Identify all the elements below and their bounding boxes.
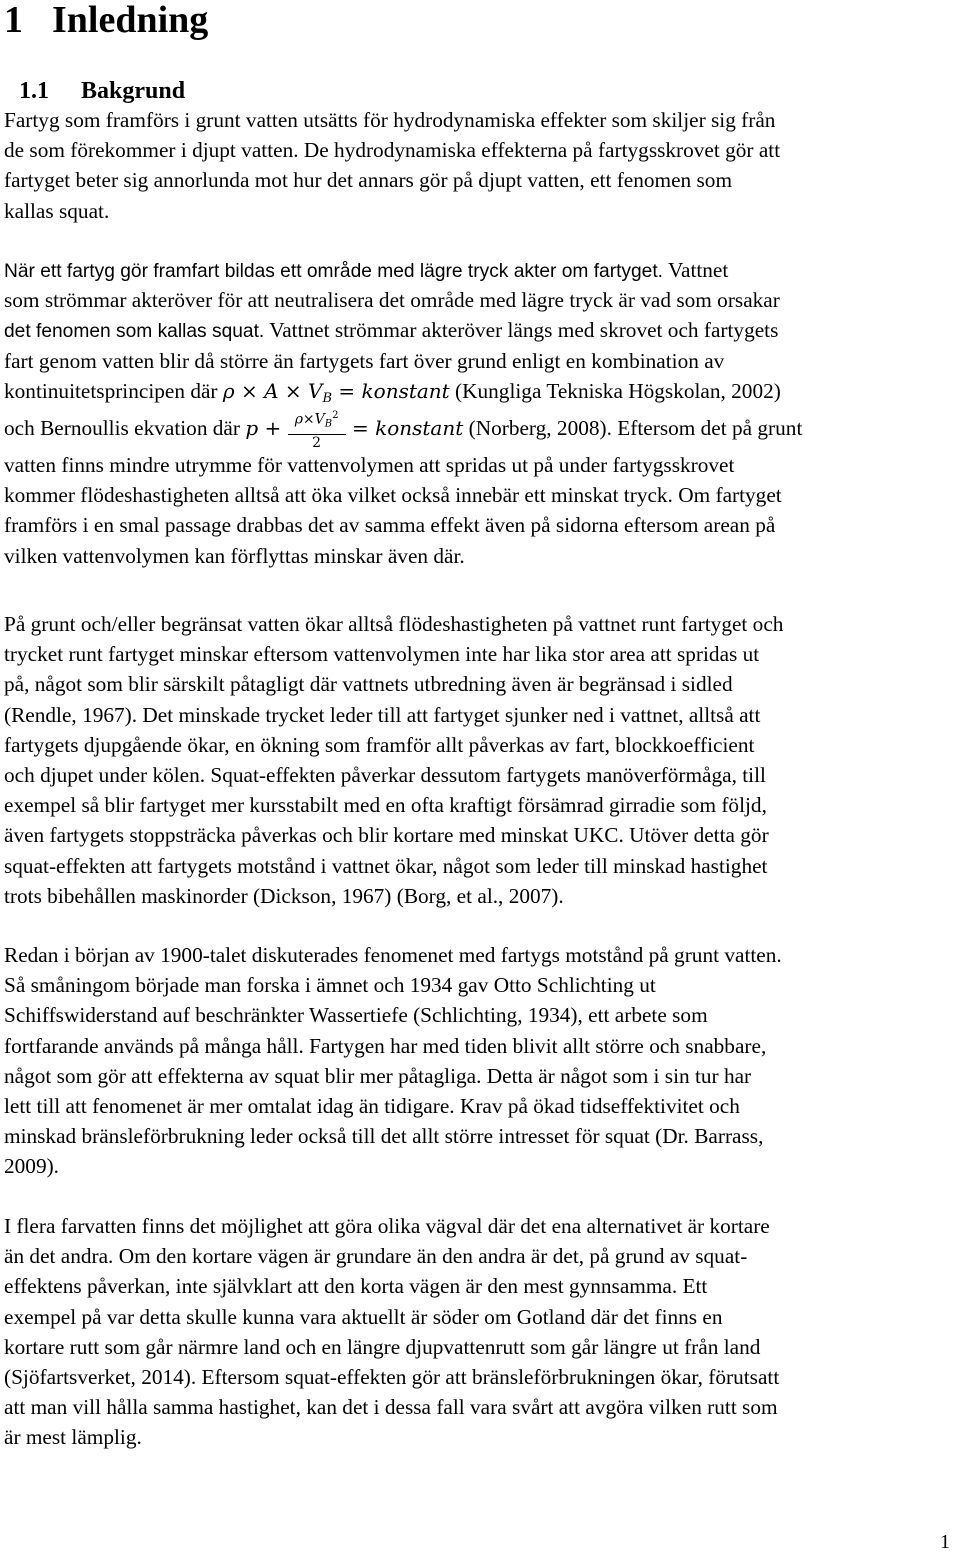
paragraph-line: och djupet under kölen. Squat-effekten påverkar dessutom fartygets manöverförmåga, till: [4, 762, 766, 787]
paragraph-line: trycket runt fartyget minskar eftersom vattenvolymen inte har lika stor area att spridas ut: [4, 642, 760, 667]
equals-operator: =: [345, 415, 376, 440]
times-operator: ×: [278, 378, 309, 403]
paragraph-line: Så småningom började man forska i ämnet och 1934 gav Otto Schlichting ut: [4, 973, 656, 998]
paragraph-line: (Sjöfartsverket, 2014). Eftersom squat-effekten gör att bränsleförbrukningen ökar, förutsatt: [4, 1364, 780, 1389]
paragraph-line: vatten finns mindre utrymme för vattenvolymen att spridas ut på under fartygsskrovet: [4, 452, 735, 477]
page-number: 1: [940, 1531, 950, 1553]
continuity-equation: [222, 378, 450, 406]
paragraph-line: effektens påverkan, inte självklart att den korta vägen är den mest gynnsamma. Ett: [4, 1274, 708, 1299]
paragraph-line: [4, 376, 956, 406]
paragraph-line: (Rendle, 1967). Det minskade trycket leder till att fartyget sjunker ned i vattnet, alltså att: [4, 702, 761, 727]
paragraph-line: Schiffswiderstand auf beschränkter Wassertiefe (Schlichting, 1934), ett arbete som: [4, 1003, 708, 1028]
paragraph-line: Redan i början av 1900-talet diskuterades fenomenet med fartygs motstånd på grunt vatten.: [4, 943, 782, 967]
plus-operator: +: [258, 415, 288, 440]
paragraph-line: fart genom vatten blir då större än fartygets fart över grund enligt en kombination av: [4, 348, 725, 373]
constant-word: konstant: [375, 415, 464, 440]
serif-text: och Bernoullis ekvation där: [4, 415, 246, 440]
paragraph-5: [4, 1211, 956, 1453]
paragraph-line: kommer flödeshastigheten alltså att öka vilket också innebär ett minskat tryck. Om fartyget: [4, 483, 782, 508]
rho-symbol: ρ: [222, 378, 235, 403]
paragraph-line: fortfarande används på många håll. Fartygen har med tiden blivit allt större och snabbare,: [4, 1033, 767, 1058]
paragraph-line: även fartygets stoppsträcka påverkas och blir kortare med minskat UKC. Utöver detta gör: [4, 823, 769, 848]
times-operator: ×: [234, 378, 265, 403]
paragraph-2: [4, 255, 956, 571]
area-symbol: A: [264, 378, 279, 403]
serif-text: (Norberg, 2008). Eftersom det på grunt: [463, 415, 803, 440]
paragraph-line: att man vill hålla samma hastighet, kan det i dessa fall vara svårt att avgöra vilken rutt som: [4, 1395, 778, 1420]
chapter-title: Inledning: [52, 0, 209, 41]
section-number: 1.1: [19, 78, 49, 104]
serif-text: (Kungliga Tekniska Högskolan, 2002): [449, 378, 781, 403]
serif-text: Vattnet strömmar akteröver längs med skrovet och fartygets: [264, 318, 779, 343]
paragraph-line: Fartyg som framförs i grunt vatten utsätts för hydrodynamiska effekter som skiljer sig från: [4, 108, 776, 132]
paragraph-line: kallas squat.: [4, 198, 110, 223]
paragraph-line: framförs i en smal passage drabbas det av samma effekt även på sidorna eftersom arean på: [4, 513, 776, 538]
paragraph-line: squat-effekten att fartygets motstånd i vattnet ökar, något som leder till minskad hastighet: [4, 853, 768, 878]
paragraph-line: än det andra. Om den kortare vägen är grundare än den andra är det, på grund av squat-: [4, 1244, 748, 1269]
equals-operator: =: [332, 378, 362, 403]
numerator-exponent: 2: [332, 410, 339, 422]
paragraph-line: som strömmar akteröver för att neutralisera det område med lägre tryck är vad som orsakar: [4, 288, 780, 313]
paragraph-line: något som gör att effekterna av squat blir mer påtagliga. Detta är något som i sin tur har: [4, 1063, 752, 1088]
paragraph-line: 2009).: [4, 1154, 60, 1179]
fraction-numerator: [288, 408, 346, 435]
sans-text: det fenomen som kallas squat.: [4, 321, 265, 343]
fraction-denominator: 2: [312, 434, 322, 451]
paragraph-line: fartygets djupgående ökar, en ökning som framför allt påverkas av fart, blockkoefficient: [4, 732, 755, 757]
bernoulli-equation: [245, 410, 464, 451]
paragraph-line: [4, 406, 956, 450]
fraction: [288, 408, 346, 451]
paragraph-line: de som förekommer i djupt vatten. De hydrodynamiska effekterna på fartygsskrovet gör att: [4, 138, 781, 163]
chapter-heading: [4, 0, 208, 40]
pressure-symbol: p: [245, 415, 259, 440]
paragraph-line: lett till att fenomenet är mer omtalat idag än tidigare. Krav på ökad tidseffektivitet och: [4, 1093, 740, 1118]
section-heading: [19, 76, 185, 106]
velocity-subscript: B: [322, 390, 333, 406]
paragraph-3: [4, 609, 956, 911]
sans-text: När ett fartyg gör framfart bildas ett område med lägre tryck akter om fartyget.: [4, 261, 664, 282]
serif-text: kontinuitetsprincipen där: [4, 378, 223, 403]
paragraph-4: [4, 940, 956, 1182]
paragraph-line: fartyget beter sig annorlunda mot hur det annars gör på djupt vatten, ett fenomen som: [4, 168, 733, 193]
paragraph-line: trots bibehållen maskinorder (Dickson, 1967) (Borg, et al., 2007).: [4, 883, 564, 908]
constant-word: konstant: [361, 378, 450, 403]
paragraph-line: kortare rutt som går närmre land och en längre djupvattenrutt som går längre ut från land: [4, 1334, 761, 1359]
paragraph-line: [4, 255, 956, 285]
paragraph-line: I flera farvatten finns det möjlighet att göra olika vägval där det ena alternativet är kortare: [4, 1214, 770, 1238]
paragraph-line: är mest lämplig.: [4, 1425, 142, 1450]
numerator-text: ρ×V: [294, 411, 325, 428]
paragraph-1: [4, 105, 956, 226]
serif-text: Vattnet: [663, 258, 729, 282]
paragraph-line: På grunt och/eller begränsat vatten ökar alltså flödeshastigheten på vattnet runt fartyget och: [4, 612, 784, 636]
paragraph-line: minskad bränsleförbrukning leder också till det allt större intresset för squat (Dr. Barrass,: [4, 1124, 764, 1149]
chapter-number: 1: [4, 0, 23, 41]
paragraph-line: på, något som blir särskilt påtagligt där vattnets utbredning även är begränsad i sidled: [4, 672, 733, 697]
velocity-symbol: V: [308, 378, 323, 403]
paragraph-line: exempel så blir fartyget mer kursstabilt med en ofta kraftigt försämrad girradie som följd,: [4, 793, 767, 818]
paragraph-line: vilken vattenvolymen kan förflyttas minskar även där.: [4, 543, 465, 568]
paragraph-line: [4, 315, 956, 345]
section-title: Bakgrund: [81, 78, 186, 104]
paragraph-line: exempel på var detta skulle kunna vara aktuellt är söder om Gotland där det finns en: [4, 1304, 723, 1329]
numerator-subscript: B: [324, 418, 333, 430]
